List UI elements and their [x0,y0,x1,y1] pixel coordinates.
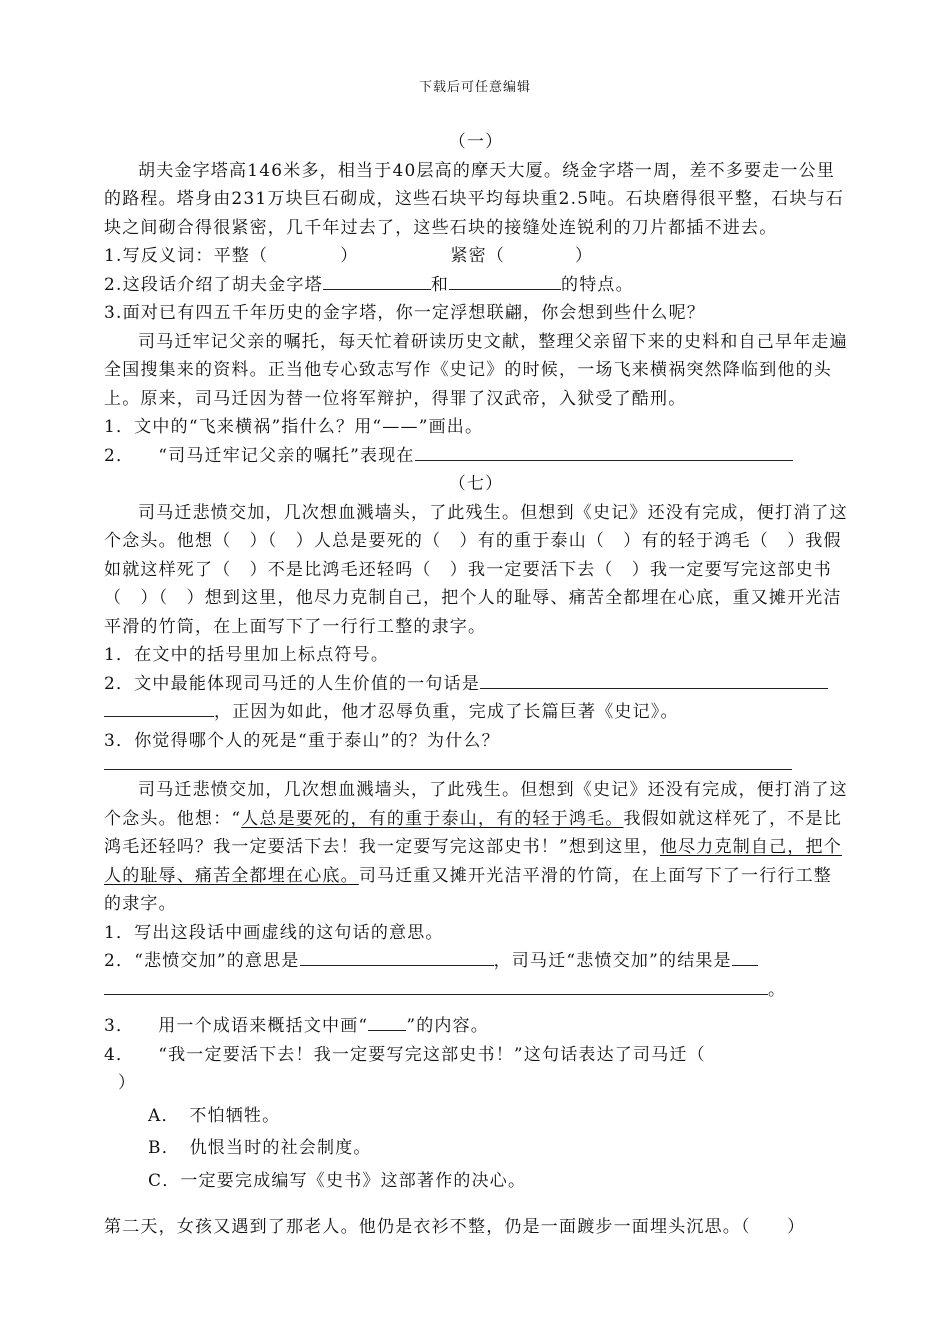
option-b[interactable]: B． 仇恨当时的社会制度。 [148,1138,372,1158]
question-text: ） [575,246,594,266]
answer-blank[interactable] [104,976,768,995]
passage-simaqian-2: 司马迁悲愤交加，几次想血溅墙头，了此残生。但想到《史记》还没有完成，便打消了这个念头。他想（ ）（ ）人总是要死的（ ）有的重于泰山（ ）有的轻于鸿毛（ ）我假如就这样死了（ ）不是比鸿毛还轻吗（ ）我一定要活下去（ ）我一定要写完这部史书（ ）（ ）想到这里，他尽力克制自己，把个人的耻辱、痛苦全都埋在心底，重又摊开光洁平滑的竹筒，在上面写下了一行行工整的隶字。 [104,502,848,637]
question-text: 2．“悲愤交加”的意思是 [104,951,300,971]
question-text: 2.这段话介绍了胡夫金字塔 [104,274,323,295]
question-text: 2．文中最能体现司马迁的人生价值的一句话是 [104,673,481,694]
question-disaster: 1．文中的“飞来横祸”指什么？用“——”画出。 [104,417,484,437]
question-number: 4． [104,1044,135,1065]
answer-line[interactable] [104,755,792,770]
answer-blank[interactable] [449,271,561,290]
underlined-sentence: 他尽力克制自己，把个人的耻辱、痛苦全都埋在心底。 [104,837,842,886]
answer-blank[interactable] [368,1012,406,1031]
question-features [104,271,848,300]
passage-text: 司马迁悲愤交加，几次想血溅墙头，了此残生。但想到《史记》还没有完成，便打消了这个念头。他想：“ [104,780,848,829]
question-text: ） [340,246,359,266]
question-text: 用一个成语来概括文中画“ [158,1016,369,1036]
answer-blank[interactable] [732,947,758,966]
question-text: 。 [768,979,787,1000]
question-number: 2． [104,445,135,466]
option-a[interactable]: A． 不怕牺牲。 [148,1105,281,1126]
question-taishan: 3．你觉得哪个人的死是“重于泰山”的？为什么？ [104,730,500,751]
answer-blank[interactable] [480,670,828,689]
question-meaning: 1．写出这段话中画虚线的这句话的意思。 [104,922,444,943]
section-heading-1: （一） [448,132,504,152]
question-value [104,670,848,727]
answer-blank[interactable] [300,947,494,966]
question-text: 1.写反义词：平整（ [104,246,269,266]
underlined-sentence: 人总是要死的，有的重于泰山，有的轻于鸿毛。 [241,808,624,829]
worksheet [104,128,848,1195]
question-text: “司马迁牢记父亲的嘱托”表现在 [158,445,415,466]
passage-simaqian-1: 司马迁牢记父亲的嘱托，每天忙着研读历史文献，整理父亲留下来的史料和自己早年走遍全国搜集来的资料。正当他专心致志写作《史记》的时候，一场飞来横祸突然降临到他的头上。原来，司马迁因为替一位将军辩护，得罪了汉武帝，入狱受了酷刑。 [104,331,848,409]
question-text: ，正因为如此，他才忍辱负重，完成了长篇巨著《史记》。 [214,702,679,722]
question-imagine: 3.面对已有四五千年历史的金字塔，你一定浮想联翩，你会想到些什么呢？ [104,303,706,323]
question-text: 紧密（ [450,246,506,266]
section-heading-7: （七） [448,474,504,494]
question-entrust [104,442,848,471]
passage-text: 我假如就这样死了，不是比鸿毛还轻吗？我一定要活下去！我一定要写完这部史书！”想到这里， [104,808,842,857]
question-antonyms [104,242,848,271]
question-grief [104,947,848,1004]
question-text: ”的内容。 [406,1016,490,1036]
passage-pyramid: 胡夫金字塔高146米多，相当于40层高的摩天大厦。绕金字塔一周，差不多要走一公里的路程。塔身由231万块巨石砌成，这些石块平均每块重2.5吨。石块磨得很平整，石块与石块之间砌合得很紧密，几千年过去了，这些石块的接缝处连锐利的刀片都插不进去。 [104,160,845,238]
option-c[interactable]: C．一定要完成编写《史书》这部著作的决心。 [148,1170,527,1191]
question-choice [104,1041,848,1098]
passage-simaqian-3 [104,776,848,919]
question-text: 的特点。 [561,274,634,295]
answer-blank[interactable] [104,698,214,717]
question-idiom [104,1012,848,1041]
question-number: 3． [104,1016,135,1036]
answer-blank[interactable] [323,271,431,290]
last-question: 第二天，女孩又遇到了那老人。他仍是衣衫不整，仍是一面踱步一面埋头沉思。（ ） [104,1217,806,1237]
question-punctuation: 1．在文中的括号里加上标点符号。 [104,645,390,665]
passage-text: 司马迁重又摊开光洁平滑的竹筒，在上面写下了一行行工整的隶字。 [104,865,833,914]
page-header: 下载后可任意编辑 [418,80,531,95]
question-text: ） [118,1073,137,1093]
answer-blank[interactable] [415,442,793,461]
question-text: “我一定要活下去！我一定要写完这部史书！”这句话表达了司马迁（ [158,1044,706,1065]
question-text: 和 [430,274,450,295]
question-text: ，司马迁“悲愤交加”的结果是 [493,951,732,971]
